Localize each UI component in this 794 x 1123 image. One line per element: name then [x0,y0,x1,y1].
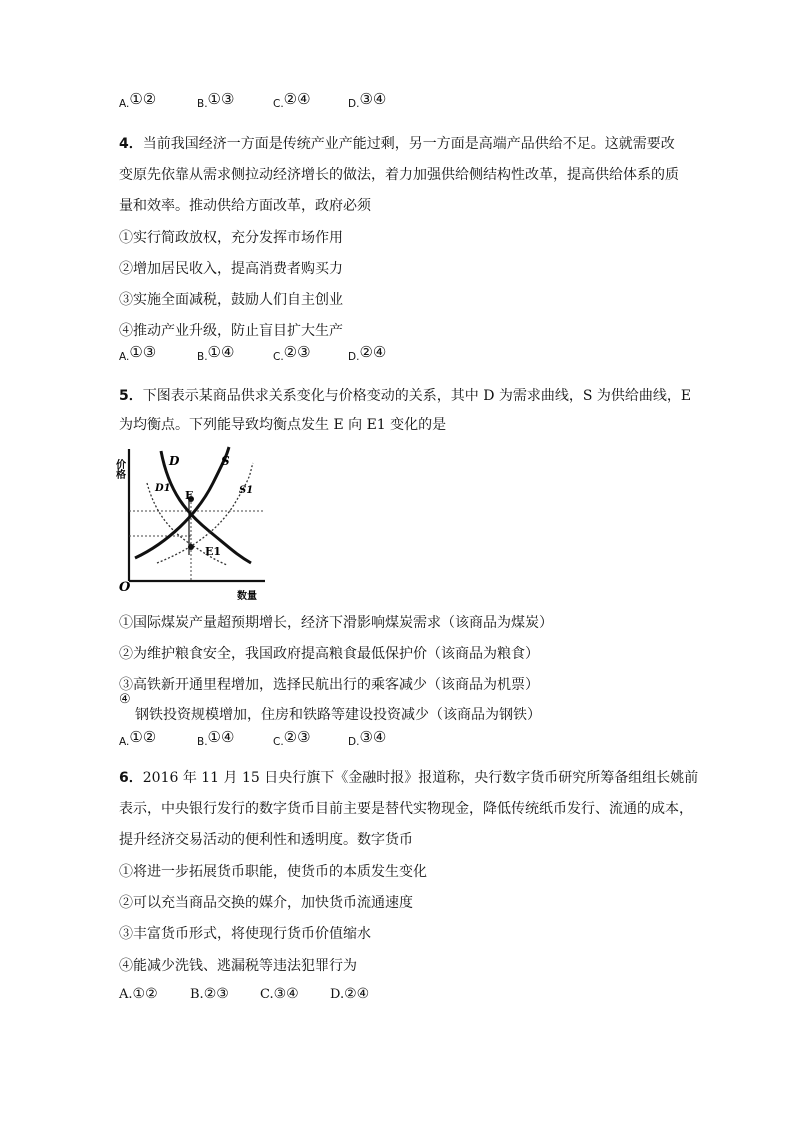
q4-item-3: ③实施全面减税，鼓励人们自主创业 [119,292,343,308]
q5-number: 5． [119,388,143,404]
label-e: E [185,489,194,502]
label-d1: D1 [155,483,171,494]
q6-stem-line-1: 6．2016 年 11 月 15 日央行旗下《金融时报》报道称，央行数字货币研究所筹备组组长姚前 [119,770,699,786]
q6-number: 6． [119,770,143,786]
q5-stem-line-1: 5．下图表示某商品供求关系变化与价格变动的关系，其中 D 为需求曲线，S 为供给曲线，E [119,388,692,404]
q4-item-2: ②增加居民收入，提高消费者购买力 [119,261,343,277]
q4-stem-line-3: 量和效率。推动供给方面改革，政府必须 [119,198,371,214]
label-s: S [221,454,230,468]
q4-stem-line-2: 变原先依靠从需求侧拉动经济增长的做法，着力加强供给侧结构性改革，提高供给体系的质 [119,167,679,183]
q5-stem-line-2: 为均衡点。下列能导致均衡点发生 E 向 E1 变化的是 [119,417,447,433]
q3-options [119,90,679,115]
x-axis-label: 数量 [237,591,257,602]
q4-item-4: ④推动产业升级，防止盲目扩大生产 [119,323,343,339]
q3-option-c: C.②④ [273,90,311,110]
q6-option-d: D.②④ [330,986,370,1002]
q6-stem-line-2: 表示，中央银行发行的数字货币目前主要是替代实物现金，降低传统纸币发行、流通的成本， [119,801,693,817]
q6-stem-line-3: 提升经济交易活动的便利性和透明度。数字货币 [119,832,413,848]
q6-options [119,986,679,1008]
q4-number: 4． [119,136,143,152]
label-e1: E1 [205,545,222,558]
y-axis-label: 价格 [113,459,125,479]
q4-stem-line-1: 4．当前我国经济一方面是传统产业产能过剩，另一方面是高端产品供给不足。这就需要改 [119,136,675,152]
q6-item-2: ②可以充当商品交换的媒介，加快货币流通速度 [119,895,413,911]
q5-option-d: D.③④ [348,728,387,748]
label-d: D [169,454,180,468]
q4-option-b: B.①④ [197,343,235,363]
supply-demand-graph [113,443,269,605]
q5-item-4-text: 钢铁投资规模增加，住房和铁路等建设投资减少（该商品为钢铁） [135,707,541,723]
q6-item-1: ①将进一步拓展货币职能，使货币的本质发生变化 [119,864,427,880]
q5-item-3: ③高铁新开通里程增加，选择民航出行的乘客减少（该商品为机票） [119,677,539,693]
q4-item-1: ①实行简政放权，充分发挥市场作用 [119,230,343,246]
q3-option-a: A.①② [119,90,157,110]
q5-item-2: ②为维护粮食安全，我国政府提高粮食最低保护价（该商品为粮食） [119,646,539,662]
q5-options [119,728,679,753]
q6-item-3: ③丰富货币形式，将使现行货币价值缩水 [119,926,371,942]
q4-option-a: A.①③ [119,343,157,363]
q4-option-d: D.②④ [348,343,387,363]
equilibrium-point-e1 [188,544,194,550]
q6-option-b: B.②③ [190,986,229,1002]
q4-option-c: C.②③ [273,343,311,363]
q4-options [119,343,679,368]
origin-label: O [119,580,131,595]
q5-option-a: A.①② [119,728,157,748]
q3-option-b: B.①③ [197,90,235,110]
q3-option-d: D.③④ [348,90,387,110]
q5-item-4-mark: ④ [119,692,131,707]
q5-item-1: ①国际煤炭产量超预期增长，经济下滑影响煤炭需求（该商品为煤炭） [119,615,553,631]
q5-option-c: C.②③ [273,728,311,748]
label-s1: S1 [239,485,254,496]
q6-option-a: A.①② [119,986,158,1002]
q5-option-b: B.①④ [197,728,235,748]
q6-item-4: ④能减少洗钱、逃漏税等违法犯罪行为 [119,958,357,974]
q6-option-c: C.③④ [260,986,299,1002]
